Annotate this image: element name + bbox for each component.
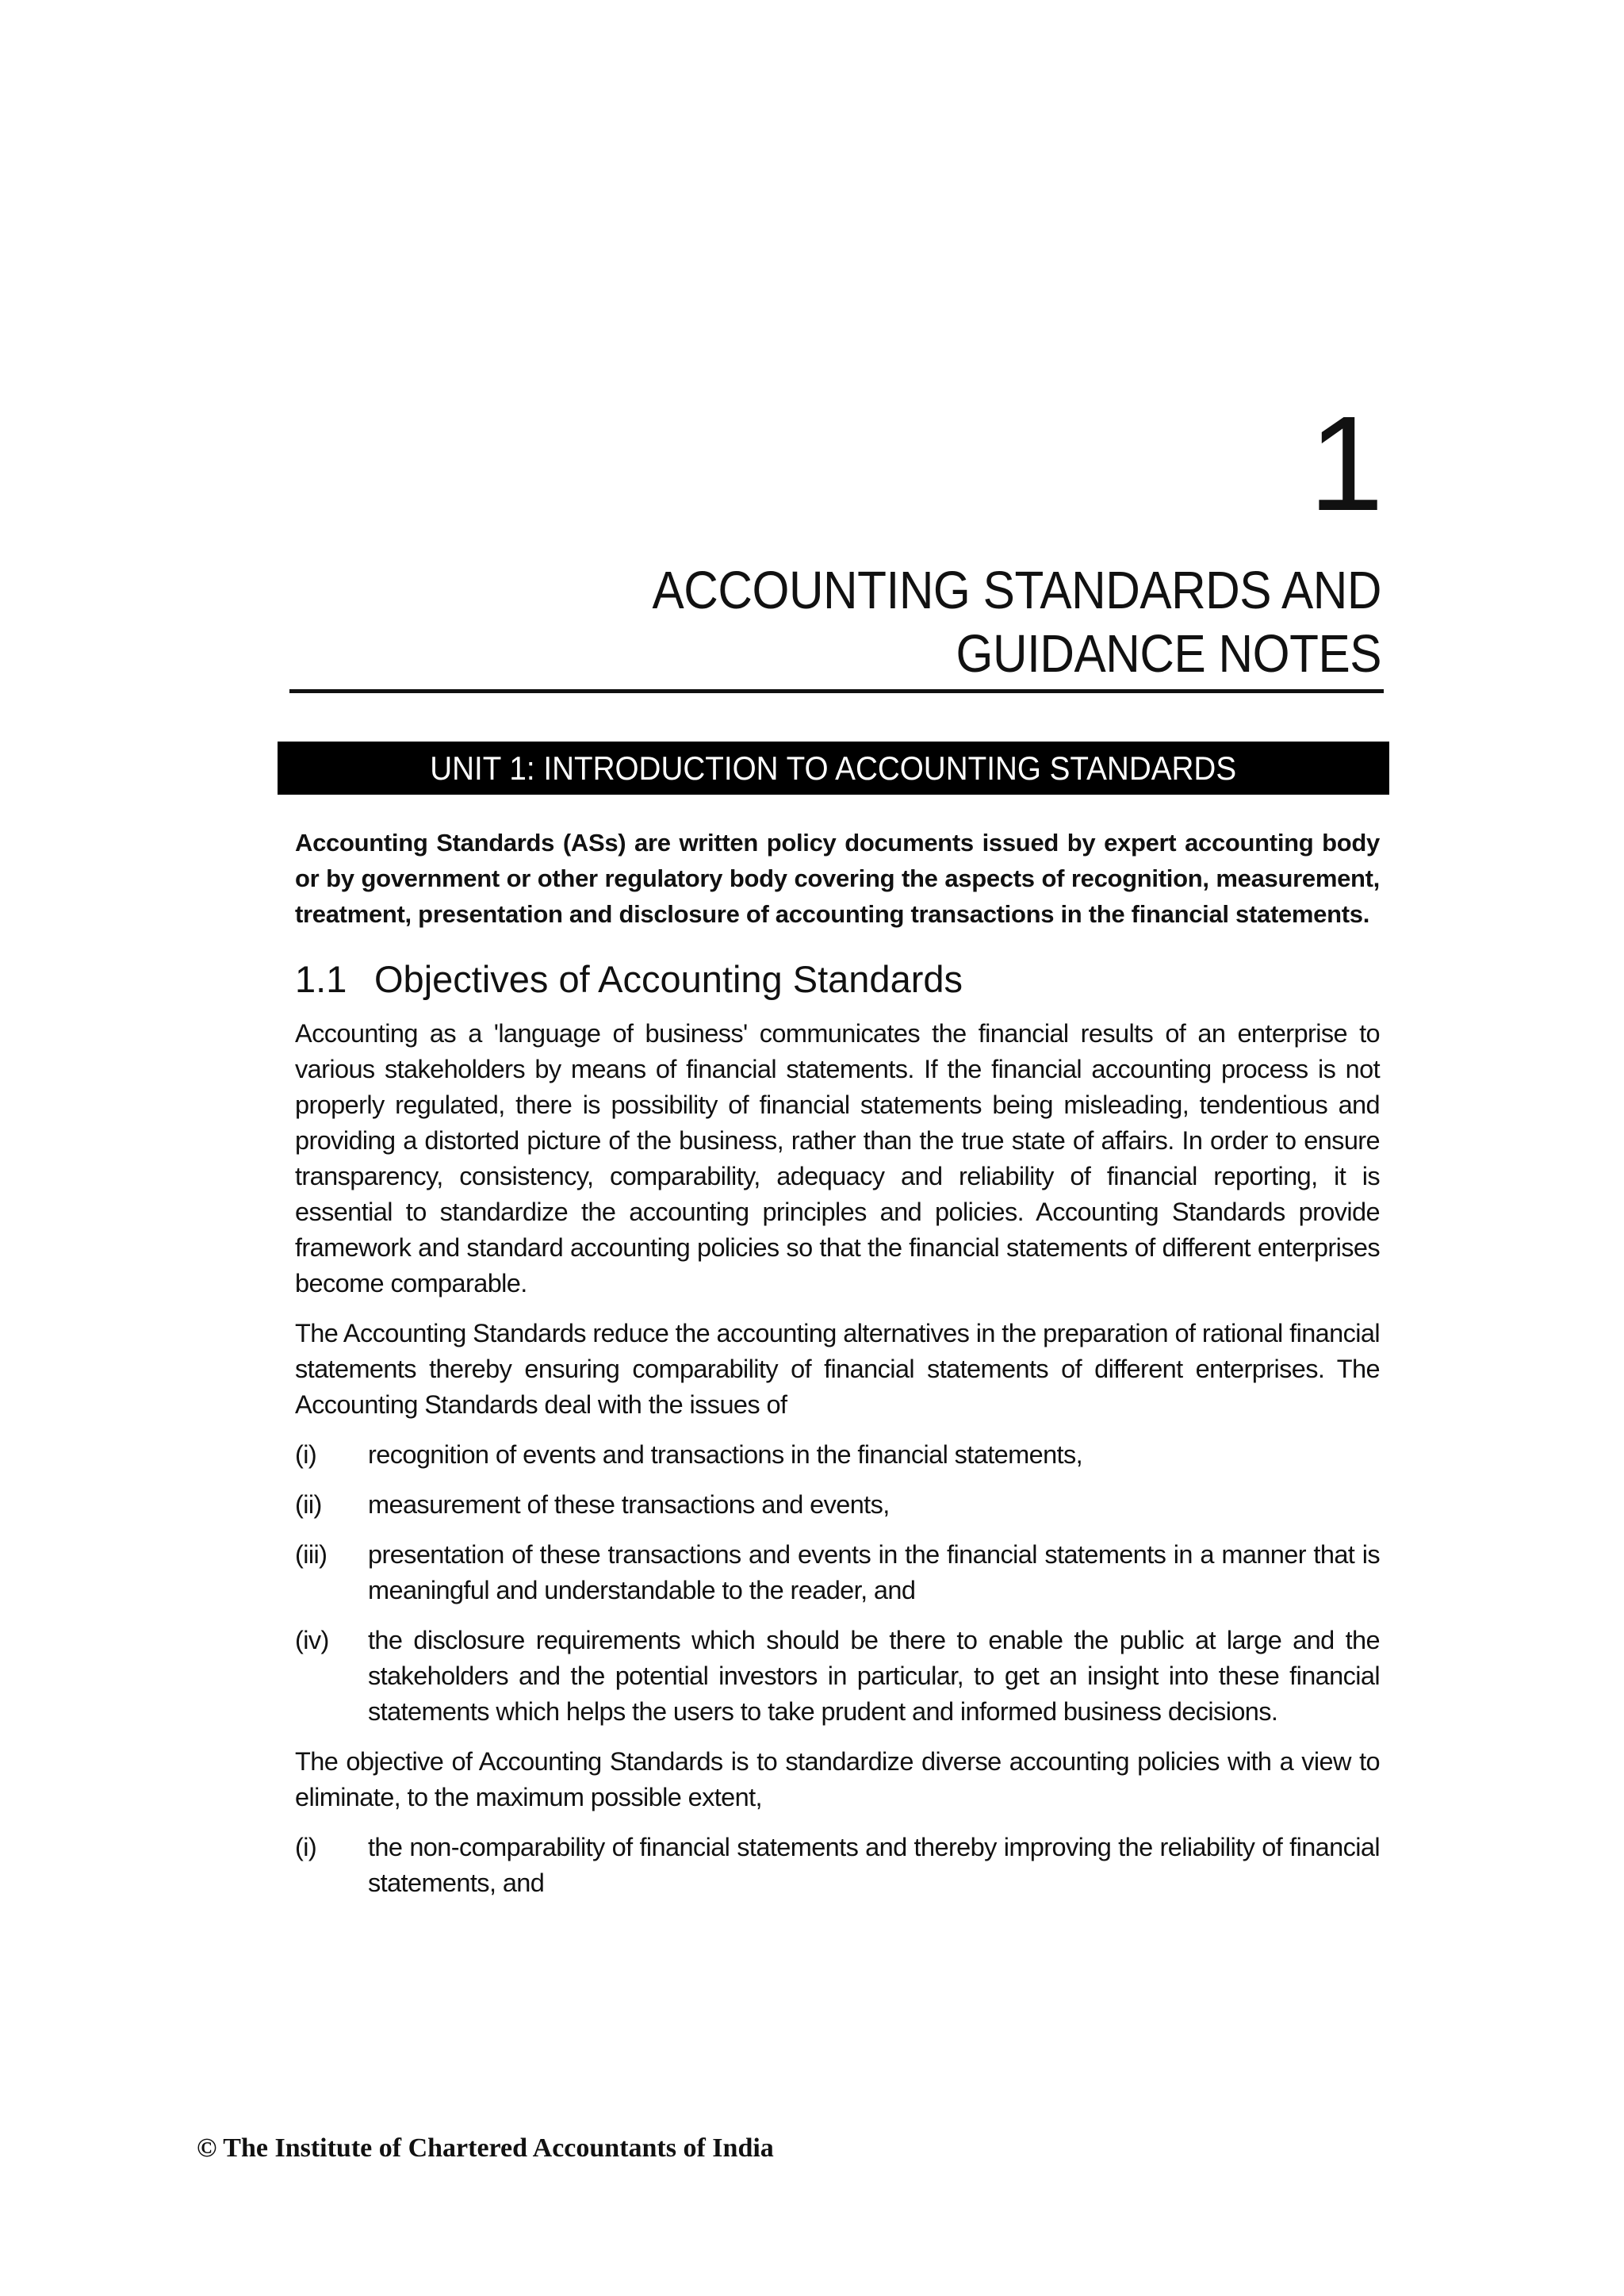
list-marker: (i) <box>295 1440 317 1469</box>
list-item-text: the non-comparability of financial statements and thereby improving the reliability of financial statements, and <box>368 1833 1380 1897</box>
list-item-text: measurement of these transactions and events, <box>368 1490 890 1519</box>
list-marker: (iii) <box>295 1540 327 1569</box>
list-item <box>295 1537 1380 1608</box>
body-paragraph: Accounting as a 'language of business' communicates the financial results of an enterprise to various stakeholders by means of financial statements. If the financial accounting process is not properly regulated, there is possibility of financial statements being misleading, tendentious and providing a distorted picture of the business, rather than the true state of affairs. In order to ensure transparency, consistency, comparability, adequacy and reliability of financial reporting, it is essential to standardize the accounting principles and policies. Accounting Standards provide framework and standard accounting policies so that the financial statements of different enterprises become comparable. <box>295 1019 1380 1297</box>
body-paragraph: The objective of Accounting Standards is to standardize diverse accounting policies with a view to eliminate, to the maximum possible extent, <box>295 1747 1380 1811</box>
list-item <box>295 1830 1380 1901</box>
objectives-list <box>295 1830 1380 1901</box>
body-paragraph: The Accounting Standards reduce the accounting alternatives in the preparation of rational financial statements thereby ensuring comparability of financial statements of different enterprises. The Accounting Standards deal with the issues of <box>295 1319 1380 1419</box>
main-content <box>295 825 1380 1915</box>
title-divider <box>289 689 1384 693</box>
list-item-text: recognition of events and transactions in the financial statements, <box>368 1440 1083 1469</box>
section-number: 1.1 <box>295 958 347 1000</box>
list-item-text: the disclosure requirements which should be there to enable the public at large and the stakeholders and the potential investors in particular, to get an insight into these financial statements which helps the users to take prudent and informed business decisions. <box>368 1626 1380 1726</box>
list-marker: (iv) <box>295 1626 329 1654</box>
copyright-footer: © The Institute of Chartered Accountants of India <box>197 2133 774 2163</box>
list-marker: (i) <box>295 1833 317 1861</box>
section-title: Objectives of Accounting Standards <box>374 958 963 1000</box>
chapter-number: 1 <box>1308 389 1384 539</box>
unit-heading-bar <box>278 742 1389 795</box>
list-item <box>295 1487 1380 1523</box>
chapter-title: ACCOUNTING STANDARDS AND GUIDANCE NOTES <box>652 561 1381 684</box>
section-heading <box>295 956 1380 1003</box>
unit-heading: UNIT 1: INTRODUCTION TO ACCOUNTING STANDARDS <box>430 749 1237 787</box>
intro-paragraph: Accounting Standards (ASs) are written policy documents issued by expert accounting body or by government or other regulatory body covering the aspects of recognition, measurement, treatment, presentation and disclosure of accounting transactions in the financial statements. <box>295 829 1380 928</box>
list-item-text: presentation of these transactions and events in the financial statements in a manner that is meaningful and understandable to the reader, and <box>368 1540 1380 1604</box>
list-item <box>295 1437 1380 1473</box>
list-item <box>295 1623 1380 1730</box>
issues-list <box>295 1437 1380 1730</box>
list-marker: (ii) <box>295 1490 322 1519</box>
